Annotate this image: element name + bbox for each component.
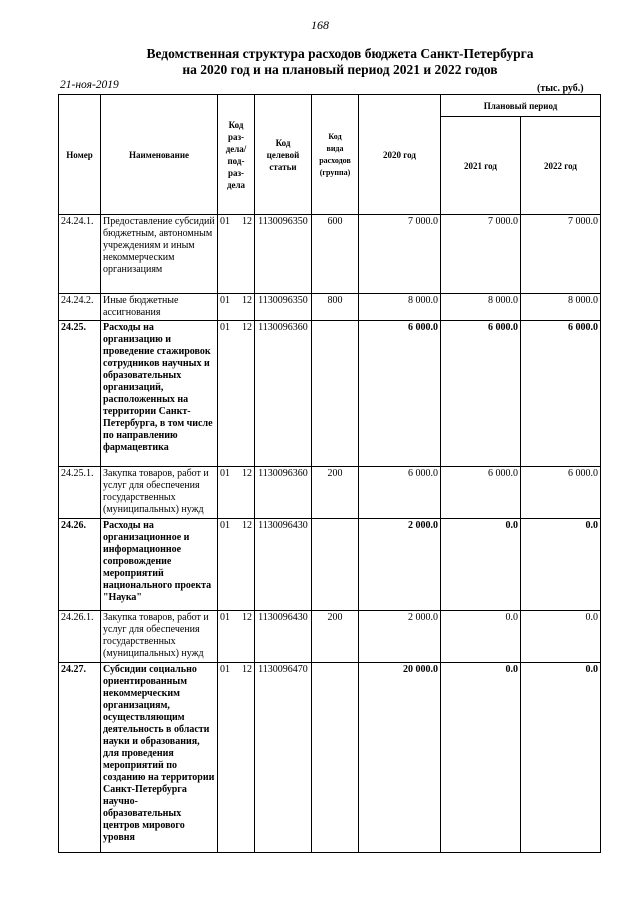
row-target-code: 1130096350 xyxy=(255,294,312,321)
row-name: Закупка товаров, работ и услуг для обеспечения государственных (муниципальных) нужд xyxy=(101,611,218,663)
row-value-2020: 2 000.0 xyxy=(359,519,441,611)
row-value-2020: 2 000.0 xyxy=(359,611,441,663)
row-expense-type: 200 xyxy=(312,611,359,663)
row-value-2021: 0.0 xyxy=(441,519,521,611)
row-value-2022: 6 000.0 xyxy=(521,467,601,519)
header-planned-period: Плановый период xyxy=(441,95,601,117)
header-expense-type: Код вида расходов (группа) xyxy=(312,95,359,215)
row-section-code xyxy=(218,294,255,321)
row-section-code xyxy=(218,215,255,294)
row-target-code: 1130096430 xyxy=(255,519,312,611)
title-line-2: на 2020 год и на плановый период 2021 и 2022 годов xyxy=(182,62,498,77)
row-value-2022: 0.0 xyxy=(521,611,601,663)
row-expense-type xyxy=(312,519,359,611)
table-row xyxy=(59,663,601,853)
razdel: 01 xyxy=(220,216,230,227)
podrazdel: 12 xyxy=(242,520,252,531)
row-value-2022: 0.0 xyxy=(521,519,601,611)
row-name: Закупка товаров, работ и услуг для обеспечения государственных (муниципальных) нужд xyxy=(101,467,218,519)
header-year-2020: 2020 год xyxy=(359,95,441,215)
podrazdel: 12 xyxy=(242,468,252,479)
razdel: 01 xyxy=(220,664,230,675)
header-name: Наименование xyxy=(101,95,218,215)
table-row xyxy=(59,467,601,519)
podrazdel: 12 xyxy=(242,612,252,623)
row-target-code: 1130096430 xyxy=(255,611,312,663)
row-number: 24.25.1. xyxy=(59,467,101,519)
row-target-code: 1130096360 xyxy=(255,321,312,467)
row-value-2020: 20 000.0 xyxy=(359,663,441,853)
row-number: 24.25. xyxy=(59,321,101,467)
row-name: Субсидии социально ориентированным некоммерческим организациям, осуществляющим деятельность в области науки и образования, для проведения мероприятий по созданию на территории Санкт-Петербурга научно-образовательных центров мирового уровня xyxy=(101,663,218,853)
row-value-2021: 0.0 xyxy=(441,663,521,853)
row-value-2022: 7 000.0 xyxy=(521,215,601,294)
row-name: Предоставление субсидий бюджетным, автономным учреждениям и иным некоммерческим организациям xyxy=(101,215,218,294)
table-row xyxy=(59,294,601,321)
podrazdel: 12 xyxy=(242,664,252,675)
header-number: Номер xyxy=(59,95,101,215)
razdel: 01 xyxy=(220,295,230,306)
row-value-2022: 8 000.0 xyxy=(521,294,601,321)
header-target-code: Код целевой статьи xyxy=(255,95,312,215)
row-section-code xyxy=(218,519,255,611)
row-number: 24.26.1. xyxy=(59,611,101,663)
row-number: 24.26. xyxy=(59,519,101,611)
row-target-code: 1130096360 xyxy=(255,467,312,519)
row-target-code: 1130096350 xyxy=(255,215,312,294)
row-name: Расходы на организационное и информационное сопровождение мероприятий национального проекта "Наука" xyxy=(101,519,218,611)
row-expense-type xyxy=(312,663,359,853)
row-value-2022: 6 000.0 xyxy=(521,321,601,467)
row-number: 24.27. xyxy=(59,663,101,853)
podrazdel: 12 xyxy=(242,216,252,227)
title-line-1: Ведомственная структура расходов бюджета Санкт-Петербурга xyxy=(146,46,534,61)
row-value-2022: 0.0 xyxy=(521,663,601,853)
units-label: (тыс. руб.) xyxy=(537,83,584,94)
row-expense-type xyxy=(312,321,359,467)
row-expense-type: 600 xyxy=(312,215,359,294)
table-row xyxy=(59,215,601,294)
budget-table xyxy=(58,94,601,853)
row-section-code xyxy=(218,321,255,467)
row-value-2021: 7 000.0 xyxy=(441,215,521,294)
row-value-2021: 8 000.0 xyxy=(441,294,521,321)
row-value-2020: 6 000.0 xyxy=(359,321,441,467)
row-value-2021: 6 000.0 xyxy=(441,467,521,519)
razdel: 01 xyxy=(220,322,230,333)
row-section-code xyxy=(218,467,255,519)
row-name: Иные бюджетные ассигнования xyxy=(101,294,218,321)
row-expense-type: 800 xyxy=(312,294,359,321)
header-year-2021: 2021 год xyxy=(441,117,521,215)
document-title xyxy=(60,46,620,78)
razdel: 01 xyxy=(220,612,230,623)
row-number: 24.24.2. xyxy=(59,294,101,321)
table-row xyxy=(59,519,601,611)
row-value-2020: 6 000.0 xyxy=(359,467,441,519)
header-section-code: Код раз- дела/ под- раз- дела xyxy=(218,95,255,215)
report-date: 21-ноя-2019 xyxy=(60,79,119,91)
row-value-2020: 7 000.0 xyxy=(359,215,441,294)
header-year-2022: 2022 год xyxy=(521,117,601,215)
table-row xyxy=(59,321,601,467)
row-number: 24.24.1. xyxy=(59,215,101,294)
row-section-code xyxy=(218,663,255,853)
row-name: Расходы на организацию и проведение стажировок сотрудников научных и образовательных организаций, расположенных на территории Санкт-Петербурга, в том числе по направлению фармацевтика xyxy=(101,321,218,467)
row-value-2021: 0.0 xyxy=(441,611,521,663)
row-value-2020: 8 000.0 xyxy=(359,294,441,321)
page-number: 168 xyxy=(311,18,329,32)
row-target-code: 1130096470 xyxy=(255,663,312,853)
podrazdel: 12 xyxy=(242,295,252,306)
row-value-2021: 6 000.0 xyxy=(441,321,521,467)
table-row xyxy=(59,611,601,663)
razdel: 01 xyxy=(220,468,230,479)
row-expense-type: 200 xyxy=(312,467,359,519)
podrazdel: 12 xyxy=(242,322,252,333)
row-section-code xyxy=(218,611,255,663)
razdel: 01 xyxy=(220,520,230,531)
